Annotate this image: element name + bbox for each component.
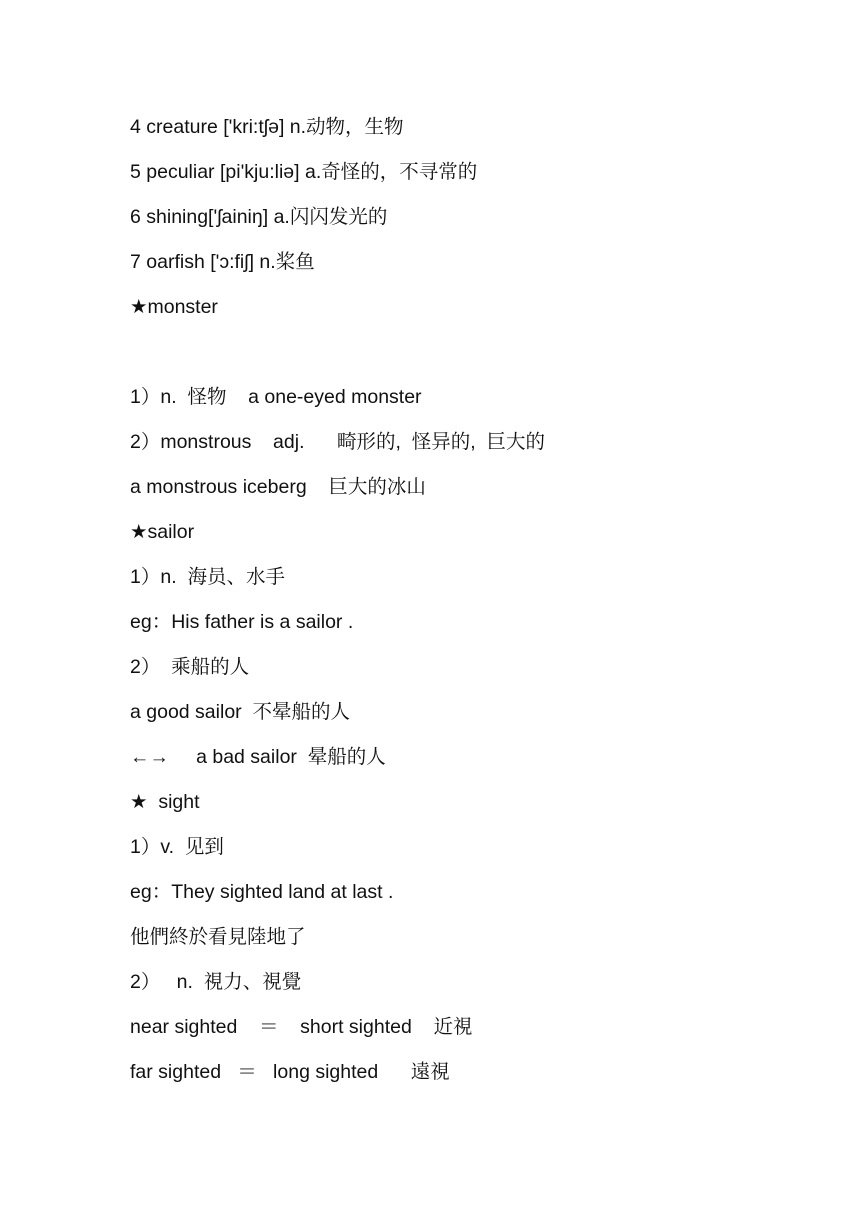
- monster-example: a monstrous iceberg 巨大的冰山: [130, 476, 426, 498]
- monster-meaning-2: 2）monstrous adj. 畸形的, 怪异的, 巨大的: [130, 431, 546, 453]
- heading-sight: ★ sight: [130, 791, 200, 813]
- sight-example-chinese: 他們終於看見陸地了: [130, 926, 306, 948]
- sailor-example-1: eg：His father is a sailor .: [130, 611, 354, 633]
- monster-meaning-1: 1）n. 怪物 a one-eyed monster: [130, 386, 422, 408]
- vocab-line-peculiar: 5 peculiar [pi'kju:liə] a.奇怪的，不寻常的: [130, 161, 478, 183]
- sailor-meaning-2: 2） 乘船的人: [130, 656, 250, 678]
- far-sighted-line: far sighted ＝ long sighted 遠視: [130, 1061, 450, 1083]
- blank-line: [130, 337, 810, 382]
- sailor-bad-example: ←→ a bad sailor 晕船的人: [130, 746, 386, 768]
- near-sighted-line: near sighted ＝ short sighted 近視: [130, 1016, 473, 1038]
- sailor-meaning-1: 1）n. 海员、水手: [130, 566, 285, 588]
- sight-meaning-1: 1）v. 见到: [130, 836, 224, 858]
- vocab-line-creature: 4 creature ['kri:tʃə] n.动物，生物: [130, 116, 404, 138]
- heading-sailor: ★sailor: [130, 521, 195, 543]
- vocab-line-shining: 6 shining['ʃainiŋ] a.闪闪发光的: [130, 206, 388, 228]
- heading-monster: ★monster: [130, 296, 218, 318]
- vocab-line-oarfish: 7 oarfish ['ɔ:fiʃ] n.桨鱼: [130, 251, 315, 273]
- sailor-good-example: a good sailor 不晕船的人: [130, 701, 350, 723]
- sight-meaning-2: 2） n. 視力、視覺: [130, 971, 302, 993]
- document-body: [130, 112, 810, 1102]
- sight-example-english: eg：They sighted land at last .: [130, 881, 394, 903]
